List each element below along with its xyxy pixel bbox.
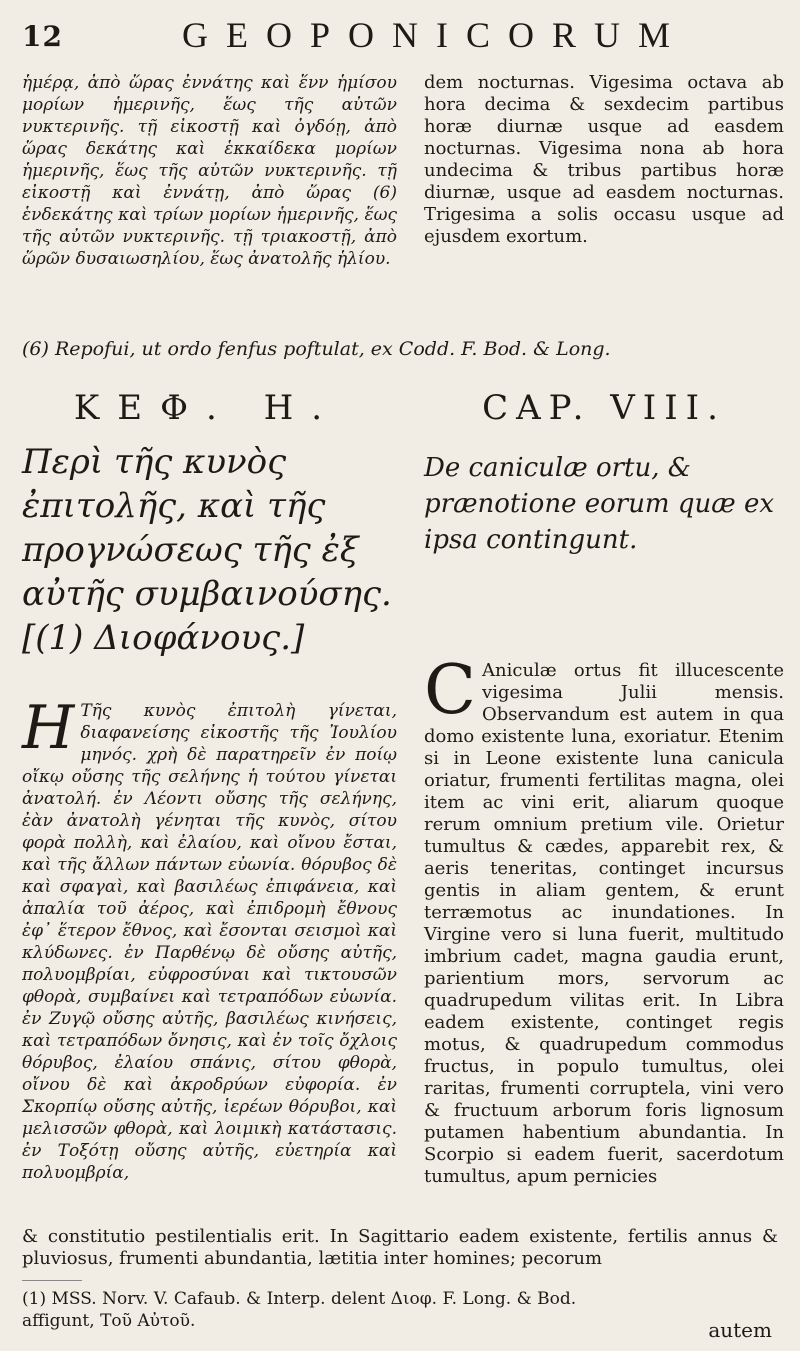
greek-chapter-title: Περὶ τῆς κυνὸς ἐπιτολῆς, καὶ τῆς προγνώσεως τῆς ἐξ αὐτῆς συμβαινούσης. [(1) Διοφάνους.] — [22, 442, 392, 658]
latin-text-top: dem nocturnas. Vigesima octava ab hora decima & sexdecim partibus horæ diurnæ usque ad easdem nocturnas. Vigesima nona ab hora undecima & tribus partibus horæ diurnæ, usque ad easdem nocturnas. Trigesima a solis occasu usque ad ejusdem exortum. — [424, 72, 784, 247]
latin-continuation-line: & constitutio pestilentialis erit. In Sagittario eadem existente, fertilis annus & pluviosus, frumenti abundantia, lætitia inter homines; pecorum — [22, 1226, 778, 1269]
page-number: 12 — [22, 20, 63, 53]
page-header — [22, 14, 778, 58]
latin-body-text — [424, 651, 784, 1220]
editorial-note: (6) Repofui, ut ordo fenfus poftulat, ex Codd. F. Bod. & Long. — [22, 338, 611, 360]
greek-text-top: ἡμέρᾳ, ἀπὸ ὥρας ἐννάτης καὶ ἕνν ἡμίσου μορίων ἡμερινῆς, ἕως τῆς αὐτῶν νυκτερινῆς. τῇ εἰκοστῇ καὶ ὀγδόῃ, ἀπὸ ὥρας δεκάτης καὶ ἑκκαίδεκα μορίων ἡμερινῆς, ἕως τῆς αὐτῶν νυκτερινῆς. τῇ εἰκοστῇ καὶ ἐννάτῃ, ἀπὸ ὥρας (6) ἑνδεκάτης καὶ τρίων μορίων ἡμερινῆς, ἕως τῆς αὐτῶν νυκτερινῆς. τῇ τριακοστῇ, ἀπὸ ὥρῶν δυσαιωσηλίου, ἕως ἀνατολῆς ἡλίου. — [22, 73, 397, 269]
greek-body-content: Τῆς κυνὸς ἐπιτολὴ γίνεται, διαφανείσης εἰκοστῆς τῆς Ἰουλίου μηνός. χρὴ δὲ παρατηρεῖν ἐν ποίῳ οἴκῳ οὔσης τῆς σελήνης ἡ τούτου γίνεται ἀνατολή. ἐν Λέοντι οὔσης τῆς σελήνης, ἐὰν ἀνατολὴ γένηται τῆς κυνὸς, σίτου φορὰ πολλὴ, καὶ ἐλαίου, καὶ οἴνου ἔσται, καὶ τῆς ἄλλων πάντων εὐωνία. θόρυβος δὲ καὶ σφαγαὶ, καὶ βασιλέως ἐπιφάνεια, καὶ ἀπαλία τοῦ ἀέρος, καὶ ἐπιδρομὴ ἔθνους ἐφ᾽ ἕτερον ἔθνος, καὶ ἔσονται σεισμοὶ καὶ κλύδωνες. ἐν Παρθένῳ δὲ οὔσης αὐτῆς, πολυομβρίαι, εὐφροσύναι καὶ τικτουσῶν φθορὰ, συμβαίνει καὶ τετραπόδων εὐωνία. ἐν Ζυγῷ οὔσης αὐτῆς, βασιλέως κινήσεις, καὶ τετραπόδων ὄνησις, καὶ ἐν τοῖς ὄχλοις θόρυβος, ἐλαίου σπάνις, σίτου φθορὰ, οἴνου δὲ καὶ ἀκροδρύων εὐφορία. ἐν Σκορπίῳ οὔσης αὐτῆς, ἱερέων θόρυβοι, καὶ μελισσῶν φθορὰ, καὶ λοιμικὴ κατάστασις. ἐν Τοξότῃ οὔσης αὐτῆς, εὐετηρία καὶ πολυομβρία, — [22, 701, 397, 1183]
latin-chapter-title: De caniculæ ortu, & prænotione eorum quæ ex ipsa contingunt. — [424, 453, 774, 555]
greek-chapter-label: ΚΕΦ. Η. — [73, 388, 341, 428]
greek-drop-capital: Η — [22, 693, 75, 763]
catchword: autem — [708, 1318, 772, 1342]
latin-body-content: Aniculæ ortus fit illucescente vigesima Julii mensis. Observandum est autem in qua domo existente luna, exoriatur. Etenim si in Leone existente luna canicula oriatur, frumenti fertilitas magna, olei item ac vini erit, aliarum quoque rerum omnium pretium vile. Orietur tumultus & cædes, apparebit rex, & aeris teneritas, continget incursus gentis in aliam gentem, & erunt terræmotus ac inundationes. In Virgine vero si luna fuerit, multitudo imbrium cadet, magna gaudia erunt, parientium mors, servorum ac quadrupedum vilitas erit. In Libra eadem existente, continget regis motus, & quadrupedum commodus fructus, in populo tumultus, olei raritas, frumenti corruptela, vini vero & fructuum arborum foris lignosum putamen habentium abundantia. In Scorpio si eadem fuerit, sacerdotum tumultus, apum pernicies — [424, 660, 784, 1187]
greek-body-text — [22, 693, 397, 1220]
footnote-rule — [22, 1280, 82, 1281]
latin-chapter-label: CAP. VIII. — [482, 388, 726, 428]
footnote: (1) MSS. Norv. V. Cafaub. & Interp. delent Διοφ. F. Long. & Bod. affigunt, Τοῦ Αὐτοῦ. — [22, 1289, 577, 1331]
running-title: GEOPONICORUM — [181, 15, 689, 55]
latin-drop-capital: C — [424, 651, 477, 730]
